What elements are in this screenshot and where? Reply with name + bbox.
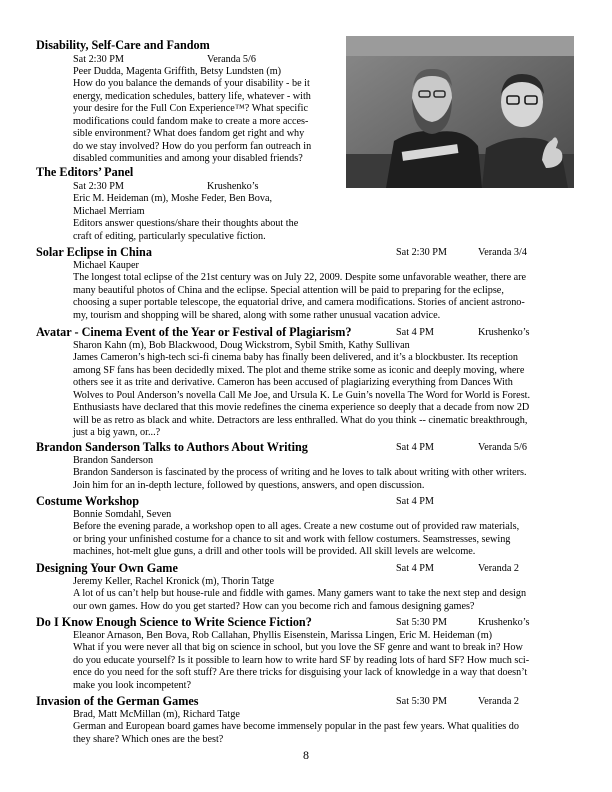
description-line: just a big yawn, or...? xyxy=(73,427,161,438)
event-room: Veranda 2 xyxy=(478,563,520,574)
description-line: What if you were never all that big on science in school, but you love the SF genre and want to break in? How xyxy=(73,642,523,653)
photo-illustration xyxy=(346,36,574,188)
description-line: modifications could fandom make to create a more acces- xyxy=(73,115,309,127)
description-line: Brandon Sanderson is fascinated by the process of writing and he loves to talk about writing with other writers. xyxy=(73,467,527,478)
event-description xyxy=(73,642,529,692)
event-participants: Peer Dudda, Magenta Griffith, Betsy Lundsten (m) xyxy=(73,66,282,77)
description-line: others see it as trite and derivative. Cameron has been accused of plagiarizing everything from Dances With xyxy=(73,377,513,388)
event-description xyxy=(73,588,526,613)
description-line: choosing a super portable telescope, the equatorial drive, and camera modifications. Stories of ancient astrono- xyxy=(73,297,525,308)
event-title: Brandon Sanderson Talks to Authors About Writing xyxy=(36,440,308,454)
event-room: Krushenko’s xyxy=(207,181,259,192)
event-description xyxy=(73,721,519,746)
participants-line: Eric M. Heideman (m), Moshe Feder, Ben Bova, xyxy=(73,193,273,204)
event-participants: Bonnie Somdahl, Seven xyxy=(73,509,172,520)
description-line: machines, hot-melt glue guns, a drill and other tools will be provided. All skill levels are welcome. xyxy=(73,546,476,557)
description-line: do you educate yourself? Is it possible to learn how to write hard SF by reading lots of hard SF? How much sci- xyxy=(73,654,530,666)
event-description xyxy=(73,218,298,243)
event-time: Sat 5:30 PM xyxy=(396,617,447,628)
description-line: my, tourism and shopping will be shared, along with some rather unusual vacation advice. xyxy=(73,309,441,321)
event-title: Avatar - Cinema Event of the Year or Festival of Plagiarism? xyxy=(36,325,352,339)
description-line: craft of editing, particularly speculative fiction. xyxy=(73,230,266,242)
description-line: make you look incompetent? xyxy=(73,679,191,691)
description-line: ence do you need for the soft stuff? Are there tricks for disguising your lack of knowledge in a way that doesn’t xyxy=(73,667,528,678)
description-line: energy, medication schedules, battery life, whatever - with xyxy=(73,90,311,102)
description-line: will be as retro as black and white. Detractors are less enthralled. What do you think -- cinematic breakthrough, xyxy=(73,414,528,426)
event-time: Sat 4 PM xyxy=(396,563,434,574)
event-room: Krushenko’s xyxy=(478,327,530,338)
description-line: German and European board games have become immensely popular in the past few years. What qualities do xyxy=(73,721,519,732)
event-participants: Brandon Sanderson xyxy=(73,455,154,466)
event-title: The Editors’ Panel xyxy=(36,165,134,179)
event-participants: Michael Kauper xyxy=(73,260,139,271)
description-line: Wolves to Poul Anderson’s novella Call Me Joe, and Ursula K. Le Guin’s novella The Word for World is Forest. xyxy=(73,389,531,401)
event-participants: Jeremy Keller, Rachel Kronick (m), Thorin Tatge xyxy=(73,576,275,587)
event-time: Sat 4 PM xyxy=(396,327,434,338)
description-line: Enthusiasts have declared that this movie redefines the cinema experience so deeply that a decade from now 2D xyxy=(73,402,530,413)
event-title: Disability, Self-Care and Fandom xyxy=(36,38,210,52)
event-description xyxy=(73,352,530,440)
event-room: Veranda 3/4 xyxy=(478,247,527,258)
event-participants xyxy=(73,193,272,218)
event-description xyxy=(73,272,526,322)
convention-photo xyxy=(346,36,574,188)
event-description xyxy=(73,78,311,166)
event-participants: Sharon Kahn (m), Bob Blackwood, Doug Wickstrom, Sybil Smith, Kathy Sullivan xyxy=(73,340,410,351)
description-line: many beautiful photos of China and the eclipse. Special attention will be paid to preparing for the eclipse, xyxy=(73,284,504,296)
description-line: your desire for the Full Con Experience™? What specific xyxy=(73,103,308,114)
event-participants: Brad, Matt McMillan (m), Richard Tatge xyxy=(73,709,240,720)
description-line: sible environment? What does fandom get right and why xyxy=(73,128,305,139)
event-title: Invasion of the German Games xyxy=(36,694,199,708)
description-line: or bring your unfinished costume for a chance to sit and work with fellow costumers. Seamstresses, sewing xyxy=(73,533,511,545)
event-participants: Eleanor Arnason, Ben Bova, Rob Callahan, Phyllis Eisenstein, Marissa Lingen, Eric M. Heideman (m) xyxy=(73,630,493,641)
event-time: Sat 2:30 PM xyxy=(73,54,124,65)
event-time: Sat 4 PM xyxy=(396,496,434,507)
event-room: Veranda 5/6 xyxy=(207,54,256,65)
event-title: Costume Workshop xyxy=(36,494,140,508)
event-room: Veranda 2 xyxy=(478,696,520,707)
description-line: among SF fans has been decidedly mixed. The plot and theme strike some as iconic and deeply moving, where xyxy=(73,364,525,376)
description-line: do we stay involved? How do you perform fan outreach in xyxy=(73,140,312,152)
description-line: Join him for an in-depth lecture, followed by questions, answers, and open discussion. xyxy=(73,479,425,491)
description-line: our own games. How do you get started? How can you become rich and famous designing games? xyxy=(73,600,475,612)
event-time: Sat 2:30 PM xyxy=(396,247,447,258)
event-title: Do I Know Enough Science to Write Science Fiction? xyxy=(36,615,312,629)
description-line: disabled communities and among your disabled friends? xyxy=(73,153,303,164)
description-line: Before the evening parade, a workshop open to all ages. Create a new costume out of provided raw materials, xyxy=(73,521,520,532)
participants-line: Michael Merriam xyxy=(73,205,145,217)
description-line: James Cameron’s high-tech sci-fi cinema baby has finally been delivered, and it’s a blockbuster. Its reception xyxy=(73,352,518,363)
description-line: Editors answer questions/share their thoughts about the xyxy=(73,218,299,229)
description-line: they share? Which ones are the best? xyxy=(73,733,224,745)
event-room: Krushenko’s xyxy=(478,617,530,628)
event-time: Sat 4 PM xyxy=(396,442,434,453)
event-room: Veranda 5/6 xyxy=(478,442,527,453)
event-description xyxy=(73,521,519,559)
description-line: The longest total eclipse of the 21st century was on July 22, 2009. Despite some unfavorable weather, there are xyxy=(73,272,527,283)
event-time: Sat 2:30 PM xyxy=(73,181,124,192)
event-time: Sat 5:30 PM xyxy=(396,696,447,707)
event-title: Designing Your Own Game xyxy=(36,561,178,575)
event-title: Solar Eclipse in China xyxy=(36,245,152,259)
description-line: How do you balance the demands of your disability - be it xyxy=(73,78,310,89)
event-description xyxy=(73,467,527,492)
page-number: 8 xyxy=(303,748,309,762)
description-line: A lot of us can’t help but house-rule and fiddle with games. Many gamers want to take the next step and design xyxy=(73,588,527,599)
